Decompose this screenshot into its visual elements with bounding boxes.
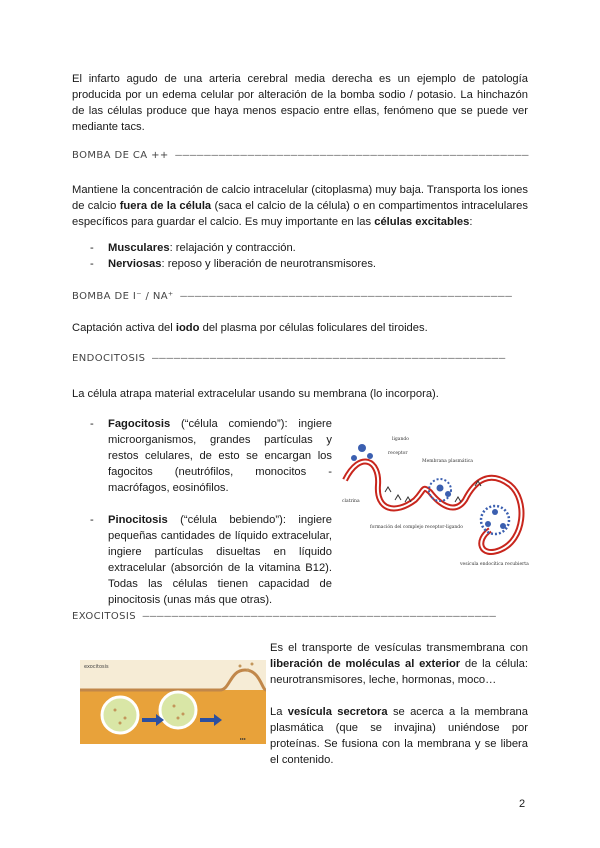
list-item: - Musculares: relajación y contracción. xyxy=(90,242,296,254)
heading-rule: —————————————————————————————————————————————— xyxy=(180,289,513,302)
endocitosis-intro: La célula atrapa material extracelular usando su membrana (lo incorpora). xyxy=(72,388,439,400)
heading-title: EXOCITOSIS xyxy=(72,611,136,622)
page-number: 2 xyxy=(519,798,526,810)
vesicle-1 xyxy=(102,697,138,733)
fig-label-complejo: formación del complejo receptor-ligando xyxy=(370,525,463,530)
heading-rule: ————————————————————————————————————————————————— xyxy=(151,351,506,364)
intro-paragraph: El infarto agudo de una arteria cerebral media derecha es un ejemplo de patología producida por un edema celular por alteración de la bomba sodio / potasio. La hinchazón de las células produce que haya menos espacio entre ellas, fenómeno que se puede ver mediante tacs. xyxy=(72,73,528,133)
exocitosis-paragraph-1: Es el transporte de vesículas transmembrana con liberación de moléculas al exterior de la célula: neurotransmisores, leche, hormonas, moco… xyxy=(270,642,528,686)
endocytosis-figure xyxy=(340,430,532,580)
calcio-paragraph: Mantiene la concentración de calcio intracelular (citoplasma) muy baja. Transporta los iones de calcio fuera de la célula (saca el calcio de la célula) o en compartimentos intracelulares específicos para guardar el calcio. Es muy importante en las células excitables: xyxy=(72,184,528,228)
calcio-list xyxy=(90,240,510,272)
exocytosis-figure xyxy=(80,660,266,744)
fig-label-ligando: ligando xyxy=(392,437,409,442)
list-item: - Pinocitosis (“célula bebiendo”): ingiere pequeñas cantidades de líquido extracelular, ingiere partículas disueltas en líquido extracelular (absorción de la vitamina B12). Todas las células tienen capacidad de pinocitosis (unas más que otras). xyxy=(90,514,332,606)
heading-title: ENDOCITOSIS xyxy=(72,353,146,364)
svg-text:▸▸▸: ▸▸▸ xyxy=(240,736,247,741)
fig-label-receptor: receptor xyxy=(388,451,408,456)
heading-title: BOMBA DE I⁻ / NA⁺ xyxy=(72,291,174,302)
fig-label-vesicula: vesícula endocítica recubierta xyxy=(460,562,529,567)
heading-bomba-iodo xyxy=(72,288,532,304)
fig-label-exocitosis: exocitosis xyxy=(84,664,109,670)
iodo-paragraph: Captación activa del iodo del plasma por células foliculares del tiroides. xyxy=(72,322,428,334)
heading-title: BOMBA DE CA ++ xyxy=(72,150,169,161)
heading-exocitosis xyxy=(72,608,532,624)
heading-rule: ————————————————————————————————————————————————— xyxy=(142,609,497,622)
exocitosis-paragraph-2: La vesícula secretora se acerca a la membrana plasmática (que se invajina) uniéndose por proteínas. Se fusiona con la membrana y se libera el contenido. xyxy=(270,706,528,766)
heading-bomba-calcio xyxy=(72,147,532,163)
endocitosis-list xyxy=(90,416,332,608)
fig-label-clatrina: clatrina xyxy=(342,499,360,504)
fig-label-membrana: Membrana plasmática xyxy=(422,459,473,464)
vesicle-2 xyxy=(160,692,196,728)
heading-rule: ————————————————————————————————————————————————— xyxy=(175,148,530,161)
list-item: - Nerviosas: reposo y liberación de neurotransmisores. xyxy=(90,258,377,270)
list-item: - Fagocitosis (“célula comiendo”): ingiere microorganismos, grandes partículas y restos celulares, de esto se encargan los fagocitos (neutrófilos, monocitos - macrófagos, eosinófilos. xyxy=(90,418,332,494)
heading-endocitosis xyxy=(72,350,532,366)
